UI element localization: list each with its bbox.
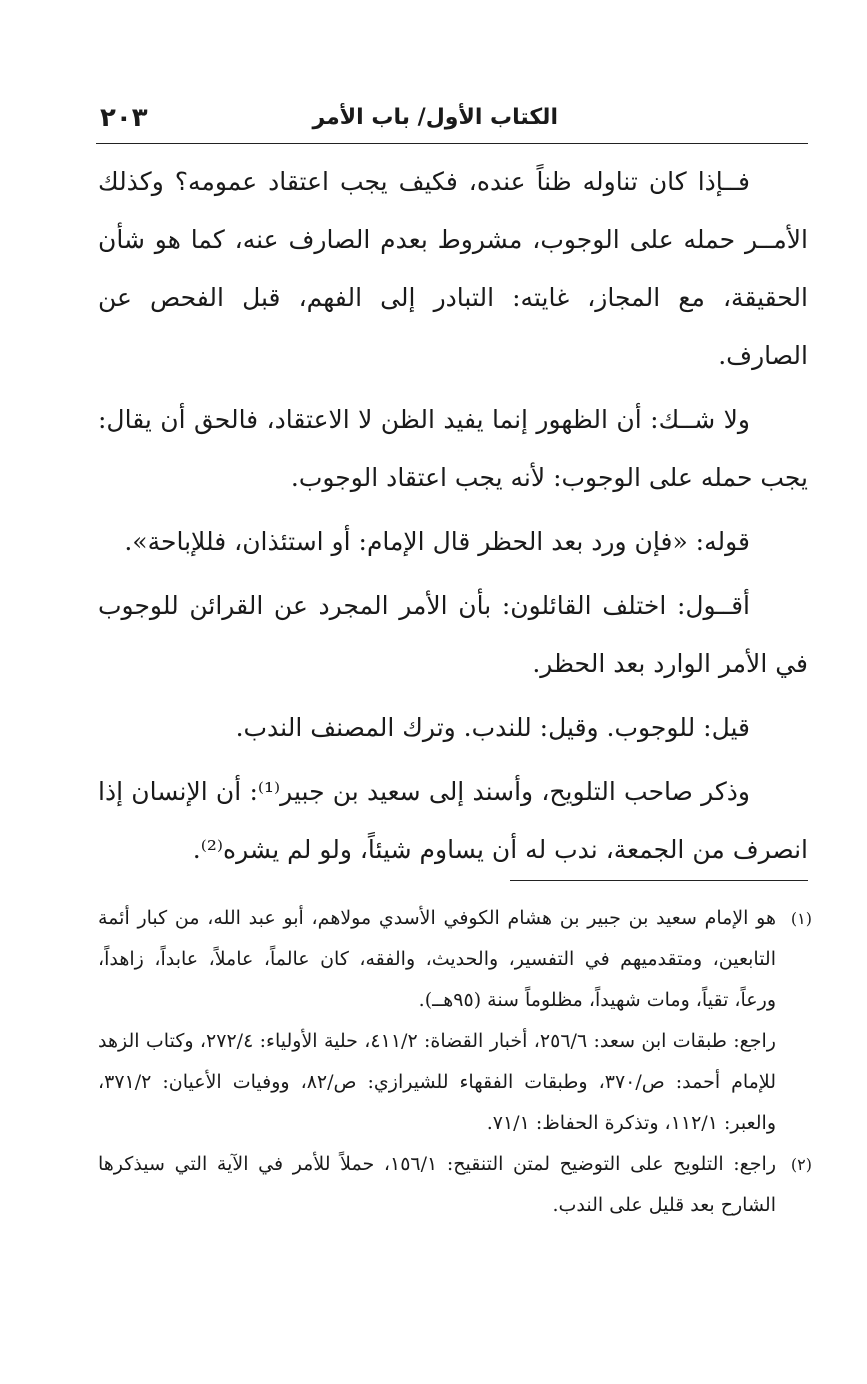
footnote-text: هو الإمام سعيد بن جبير بن هشام الكوفي الأسدي مولاهم، أبو عبد الله، من كبار أئمة التابعين، ومتقدميهم في التفسير، والحديث، والفقه، كان عالماً، عاملاً، عابداً، زاهداً، ورعاً، تقياً، ومات شهيداً، مظلوماً سنة (٩٥هــ). bbox=[98, 907, 776, 1011]
chapter-title: الكتاب الأول/ باب الأمر bbox=[312, 105, 558, 130]
footnote-2 bbox=[98, 1144, 812, 1226]
paragraph-1: فــإذا كان تناوله ظناً عنده، فكيف يجب اعتقاد عمومه؟ وكذلك الأمــر حمله على الوجوب، مشروط بعدم الصارف عنه، كما هو شأن الحقيقة، مع المجاز، غايته: التبادر إلى الفهم، قبل الفحص عن الصارف. bbox=[98, 167, 808, 370]
footnote-marker: (٢) bbox=[790, 1155, 812, 1174]
main-text bbox=[98, 153, 808, 885]
paragraph-2: ولا شــك: أن الظهور إنما يفيد الظن لا الاعتقاد، فالحق أن يقال: يجب حمله على الوجوب: لأنه يجب اعتقاد الوجوب. bbox=[98, 405, 808, 492]
footnote-text: راجع: التلويح على التوضيح لمتن التنقيح: ١٥٦/١، حملاً للأمر في الآية التي سيذكرها الشارح بعد قليل على الندب. bbox=[98, 1153, 776, 1216]
page-number: ٢٠٣ bbox=[100, 103, 148, 133]
footnotes bbox=[98, 898, 812, 1226]
paragraph-4: أقــول: اختلف القائلون: بأن الأمر المجرد عن القرائن للوجوب في الأمر الوارد بعد الحظر. bbox=[98, 591, 808, 678]
footnote-marker: (١) bbox=[790, 909, 812, 928]
header-divider bbox=[96, 143, 808, 144]
footnote-divider bbox=[510, 880, 808, 881]
footnote-1 bbox=[98, 898, 812, 1021]
paragraph-3: قوله: «فإن ورد بعد الحظر قال الإمام: أو استئذان، فللإباحة». bbox=[124, 527, 750, 556]
footnote-1-references: راجع: طبقات ابن سعد: ٢٥٦/٦، أخبار القضاة: ٤١١/٢، حلية الأولياء: ٢٧٢/٤، وكتاب الزهد للإمام أحمد: ص/٣٧٠، وطبقات الفقهاء للشيرازي: ص/٨٢، ووفيات الأعيان: ٣٧١/٢، والعبر: ١١٢/١، وتذكرة الحفاظ: ٧١/١. bbox=[98, 1030, 776, 1134]
running-header bbox=[100, 100, 808, 140]
paragraph-5: قيل: للوجوب. وقيل: للندب. وترك المصنف الندب. bbox=[235, 713, 750, 742]
paragraph-6: وذكر صاحب التلويح، وأسند إلى سعيد بن جبير⁽¹⁾: أن الإنسان إذا انصرف من الجمعة، ندب له أن يساوم شيئاً، ولو لم يشره⁽²⁾. bbox=[98, 777, 808, 864]
